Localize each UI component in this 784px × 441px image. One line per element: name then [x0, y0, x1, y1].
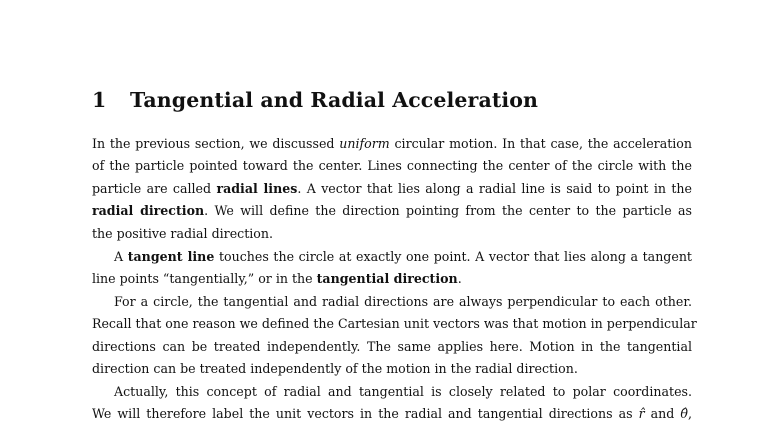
section-body [92, 133, 697, 426]
text-run: line points “tangentially,” or in the [92, 270, 317, 286]
text-line: directions can be treated independently. The same applies here. Motion in the tangential [92, 338, 692, 354]
unit-vector-theta-hat: θ̂ [680, 406, 688, 422]
text-line: of the particle pointed toward the center. Lines connecting the center of the circle with the [92, 158, 692, 174]
emphasis-uniform: uniform [339, 136, 390, 151]
text-run: and [644, 406, 681, 422]
text-line: For a circle, the tangential and radial directions are always perpendicular to each other. [114, 293, 692, 309]
text-run: A [114, 248, 128, 264]
text-run: particle are called [92, 180, 217, 196]
term-tangential-direction: tangential direction [316, 270, 458, 286]
text-line [92, 200, 692, 222]
text-line: direction can be treated independently of the motion in the radial direction. [92, 361, 578, 377]
text-run: . We will define the direction pointing from the center to the particle as [204, 203, 692, 219]
text-line [92, 246, 692, 268]
text-run: In the previous section, we discussed [92, 136, 340, 151]
text-line [92, 268, 692, 290]
text-run: touches the circle at exactly one point. A vector that lies along a tangent [214, 248, 692, 264]
unit-vector-r-hat: r̂ [638, 406, 645, 422]
section-heading [92, 88, 538, 112]
term-tangent-line: tangent line [127, 248, 215, 264]
text-line: Actually, this concept of radial and tangential is closely related to polar coordinates. [114, 384, 692, 400]
term-radial-direction: radial direction [92, 203, 205, 219]
text-run: circular motion. In that case, the acceleration [389, 136, 692, 151]
text-line: the positive radial direction. [92, 225, 273, 241]
text-line [92, 403, 692, 425]
text-line [92, 133, 692, 155]
section-number: 1 [92, 88, 107, 112]
text-run: , [687, 406, 692, 422]
text-run: . A vector that lies along a radial line is said to point in the [297, 180, 693, 196]
paragraph-polar-coordinates [92, 381, 692, 426]
text-line: Recall that one reason we defined the Cartesian unit vectors was that motion in perpendicular [92, 316, 697, 332]
section-title: Tangential and Radial Acceleration [130, 88, 539, 112]
paragraph-perpendicular [92, 291, 697, 381]
paragraph-tangent-line [92, 246, 692, 291]
text-line [92, 178, 692, 200]
term-radial-lines: radial lines [216, 180, 298, 196]
text-run: . [457, 270, 462, 286]
text-run: We will therefore label the unit vectors in the radial and tangential directions as [92, 406, 639, 422]
paragraph-uniform-motion [92, 133, 692, 245]
